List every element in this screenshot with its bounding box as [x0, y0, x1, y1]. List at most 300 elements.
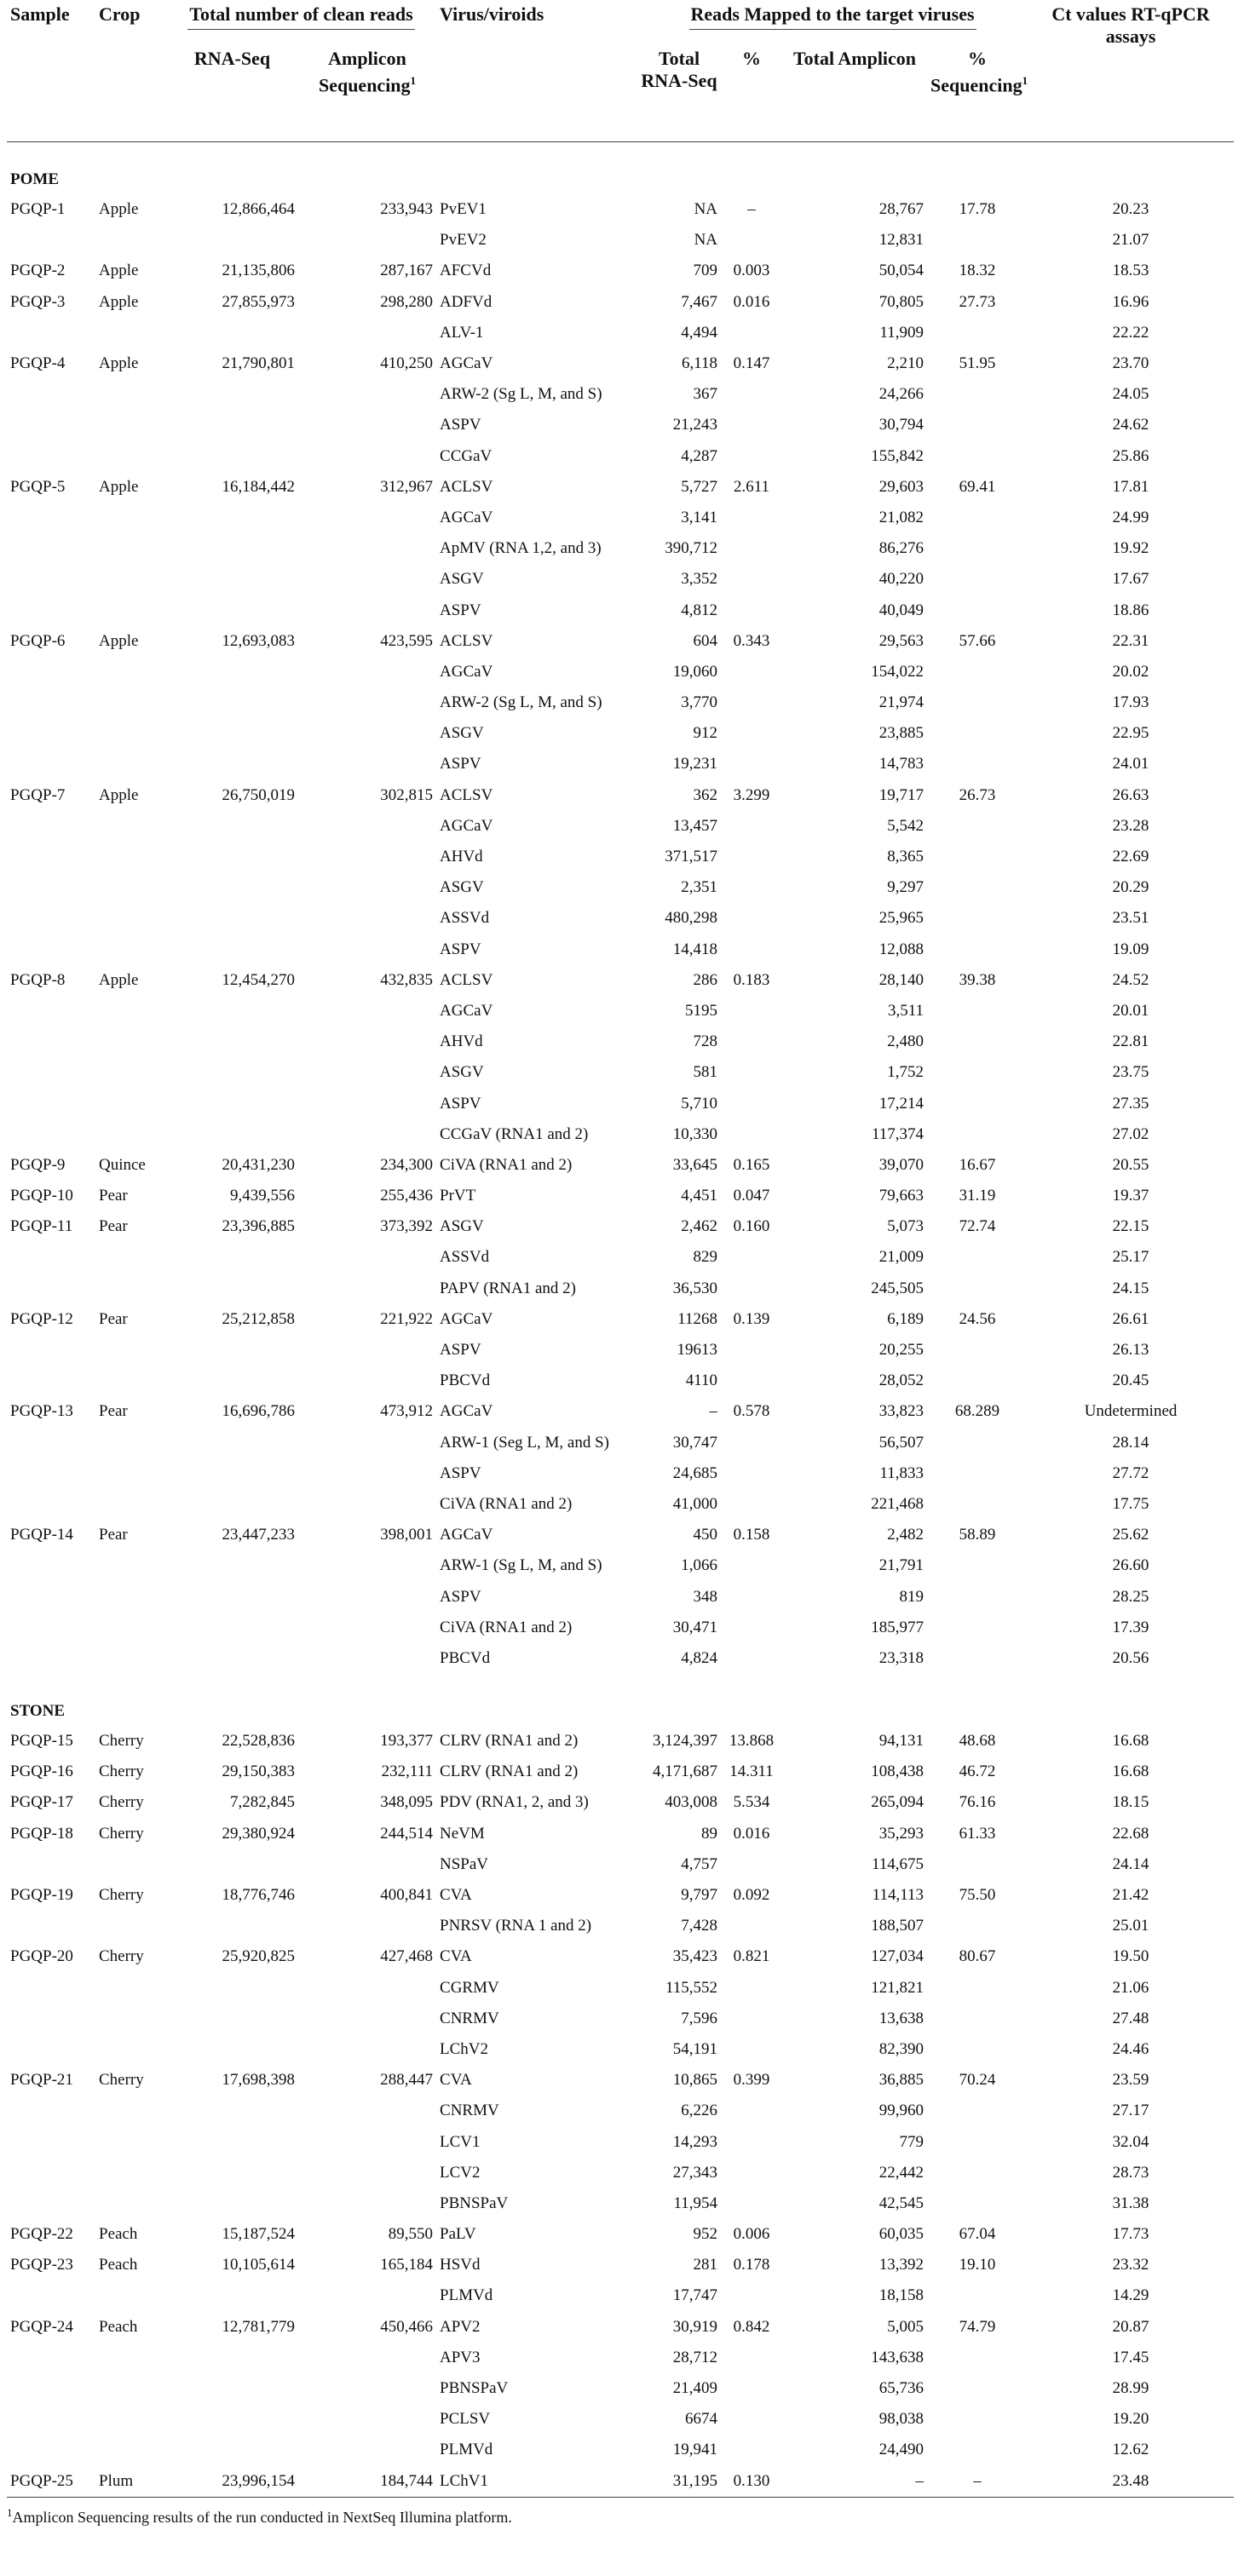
cell-pct-rnaseq: 0.160 — [733, 1217, 770, 1236]
cell-total-amplicon: – — [782, 2466, 927, 2498]
cell-total-amplicon: 265,094 — [871, 1793, 924, 1812]
cell-crop — [95, 1489, 166, 1520]
cell-amplicon-reads: 193,377 — [380, 1732, 434, 1751]
cell-ct-value: 21.07 — [1112, 231, 1149, 250]
cell-ct-value: 17.81 — [1112, 477, 1149, 496]
cell-pct-rnaseq: 0.842 — [733, 2317, 770, 2336]
cell-ct-value: 27.72 — [1112, 1463, 1149, 1482]
cell-rnaseq-reads — [166, 718, 298, 749]
cell-crop: Pear — [99, 1402, 128, 1421]
cell-rnaseq-reads: 12,781,779 — [222, 2317, 295, 2336]
table-row — [7, 1643, 1234, 1674]
cell-total-rnaseq: 362 — [693, 785, 718, 804]
cell-amplicon-reads — [298, 225, 436, 256]
cell-rnaseq-reads: 21,790,801 — [222, 354, 295, 373]
cell-pct-rnaseq: 0.158 — [733, 1526, 770, 1544]
cell-total-amplicon: 35,293 — [878, 1824, 924, 1843]
cell-total-amplicon: 2,482 — [887, 1526, 924, 1544]
cell-ct-value: 22.81 — [1112, 1032, 1149, 1051]
cell-crop: Cherry — [99, 1793, 144, 1812]
table-row — [7, 1911, 1234, 1941]
cell-ct-value: 20.56 — [1112, 1648, 1149, 1667]
cell-sample — [7, 1366, 95, 1396]
cell-rnaseq-reads — [166, 318, 298, 348]
cell-pct-rnaseq — [721, 225, 782, 256]
cell-total-rnaseq: 3,124,397 — [653, 1732, 718, 1751]
cell-rnaseq-reads: 23,396,885 — [222, 1217, 295, 1236]
cell-pct-rnaseq — [721, 1366, 782, 1396]
cell-rnaseq-reads — [166, 1973, 298, 2004]
cell-crop: Apple — [99, 262, 139, 280]
table-row — [7, 2343, 1234, 2373]
cell-total-rnaseq: 30,747 — [672, 1433, 718, 1452]
cell-total-amplicon: 40,049 — [878, 601, 924, 619]
cell-pct-amplicon: 16.67 — [959, 1155, 996, 1174]
table-row — [7, 2280, 1234, 2311]
cell-crop — [95, 1242, 166, 1273]
cell-sample — [7, 934, 95, 965]
cell-ct-value: 22.69 — [1112, 848, 1149, 866]
cell-virus: CLRV (RNA1 and 2) — [440, 1732, 579, 1751]
cell-amplicon-reads — [298, 1973, 436, 2004]
cell-virus: ASSVd — [440, 909, 490, 928]
cell-total-rnaseq: 11268 — [677, 1309, 718, 1328]
header-sample: Sample — [10, 3, 70, 25]
cell-virus: ARW-1 (Sg L, M, and S) — [440, 1556, 602, 1575]
cell-total-rnaseq: 4,171,687 — [653, 1762, 718, 1781]
cell-ct-value: 14.29 — [1112, 2286, 1149, 2305]
cell-virus: AHVd — [440, 1032, 483, 1051]
cell-total-amplicon: 221,468 — [871, 1494, 924, 1513]
cell-total-amplicon: 2,210 — [887, 354, 924, 373]
cell-ct-value: 20.29 — [1112, 878, 1149, 897]
cell-virus: ASPV — [440, 1341, 481, 1360]
cell-pct-rnaseq — [721, 2034, 782, 2065]
cell-pct-rnaseq: 0.139 — [733, 1309, 770, 1328]
cell-total-amplicon: 5,542 — [887, 816, 924, 835]
cell-pct-amplicon: 24.56 — [959, 1309, 996, 1328]
cell-virus: APV3 — [440, 2348, 481, 2366]
cell-pct-rnaseq — [721, 1911, 782, 1941]
cell-sample — [7, 2004, 95, 2034]
cell-amplicon-reads — [298, 996, 436, 1026]
cell-pct-amplicon: 19.10 — [959, 2256, 996, 2274]
cell-virus: ASGV — [440, 724, 484, 743]
cell-crop — [95, 2373, 166, 2404]
cell-pct-amplicon — [927, 2343, 1028, 2373]
cell-pct-rnaseq: 0.016 — [733, 292, 770, 311]
cell-ct-value: 28.25 — [1112, 1587, 1149, 1606]
cell-total-rnaseq: 19,941 — [672, 2441, 718, 2459]
cell-amplicon-reads: 221,922 — [380, 1309, 434, 1328]
table-row — [7, 1489, 1234, 1520]
cell-virus: ALV-1 — [440, 323, 484, 342]
cell-total-rnaseq: 28,712 — [672, 2348, 718, 2366]
cell-pct-amplicon — [927, 1849, 1028, 1880]
cell-ct-value: 22.15 — [1112, 1217, 1149, 1236]
table-body — [7, 142, 1234, 2498]
cell-sample — [7, 1057, 95, 1088]
cell-crop — [95, 1458, 166, 1489]
cell-crop: Peach — [99, 2225, 138, 2244]
cell-amplicon-reads — [298, 1643, 436, 1674]
cell-pct-amplicon: 76.16 — [959, 1793, 996, 1812]
cell-rnaseq-reads: 26,750,019 — [222, 785, 295, 804]
table-row — [7, 780, 1234, 811]
cell-pct-rnaseq — [721, 1274, 782, 1304]
cell-pct-rnaseq — [721, 2096, 782, 2126]
cell-sample: PGQP-8 — [10, 970, 66, 989]
cell-amplicon-reads — [298, 1613, 436, 1643]
table-page — [7, 0, 1234, 2527]
cell-crop: Apple — [99, 354, 139, 373]
cell-total-rnaseq: 709 — [693, 262, 718, 280]
cell-total-amplicon: 108,438 — [871, 1762, 924, 1781]
cell-virus: ASPV — [440, 601, 481, 619]
table-row — [7, 1550, 1234, 1581]
table-row — [7, 379, 1234, 410]
cell-sample — [7, 749, 95, 779]
cell-total-rnaseq: 30,919 — [672, 2317, 718, 2336]
cell-total-rnaseq: 14,293 — [672, 2132, 718, 2151]
cell-ct-value: 23.32 — [1112, 2256, 1149, 2274]
cell-pct-amplicon: 39.38 — [959, 970, 996, 989]
cell-pct-rnaseq — [721, 2404, 782, 2435]
cell-ct-value: 22.95 — [1112, 724, 1149, 743]
cell-total-amplicon: 155,842 — [871, 446, 924, 465]
cell-rnaseq-reads: 9,439,556 — [230, 1187, 295, 1205]
cell-pct-amplicon — [927, 872, 1028, 903]
cell-total-amplicon: 82,390 — [878, 2039, 924, 2058]
cell-total-amplicon: 21,974 — [878, 693, 924, 712]
cell-pct-rnaseq — [721, 996, 782, 1026]
cell-total-rnaseq: 5,710 — [681, 1094, 718, 1113]
cell-sample — [7, 1911, 95, 1941]
cell-pct-rnaseq — [721, 1428, 782, 1458]
cell-amplicon-reads — [298, 410, 436, 440]
cell-virus: PrVT — [440, 1187, 476, 1205]
cell-pct-amplicon — [927, 687, 1028, 718]
table-row — [7, 2435, 1234, 2465]
cell-crop: Apple — [99, 785, 139, 804]
table-row — [7, 2004, 1234, 2034]
cell-total-rnaseq: 11,954 — [673, 2194, 718, 2212]
cell-rnaseq-reads — [166, 811, 298, 842]
cell-rnaseq-reads — [166, 996, 298, 1026]
cell-pct-rnaseq — [721, 934, 782, 965]
cell-pct-rnaseq: 0.178 — [733, 2256, 770, 2274]
cell-ct-value: 25.17 — [1112, 1248, 1149, 1267]
cell-sample — [7, 657, 95, 687]
cell-pct-amplicon — [927, 410, 1028, 440]
cell-total-rnaseq: 2,351 — [681, 878, 718, 897]
cell-virus: ASPV — [440, 755, 481, 773]
cell-virus: PLMVd — [440, 2441, 493, 2459]
cell-ct-value: Undetermined — [1084, 1402, 1178, 1421]
cell-crop — [95, 503, 166, 533]
cell-virus: AHVd — [440, 848, 483, 866]
cell-ct-value: 24.14 — [1112, 1854, 1149, 1873]
header-total-clean-reads: Total number of clean reads — [166, 0, 436, 48]
cell-amplicon-reads — [298, 2373, 436, 2404]
cell-virus: CCGaV (RNA1 and 2) — [440, 1124, 589, 1143]
cell-crop — [95, 410, 166, 440]
cell-rnaseq-reads — [166, 2404, 298, 2435]
cell-pct-rnaseq — [721, 718, 782, 749]
cell-pct-amplicon — [927, 903, 1028, 934]
cell-virus: ASGV — [440, 878, 484, 897]
table-row — [7, 965, 1234, 996]
table-row — [7, 1581, 1234, 1612]
cell-pct-rnaseq — [721, 2343, 782, 2373]
footnote: $^1$Amplicon Sequencing results of the run conducted in NextSeq Illumina platform. — [7, 2505, 512, 2526]
cell-crop: Peach — [99, 2317, 138, 2336]
cell-amplicon-reads — [298, 1057, 436, 1088]
cell-amplicon-reads: 450,466 — [380, 2317, 434, 2336]
cell-crop — [95, 2188, 166, 2219]
cell-virus: ASPV — [440, 940, 481, 958]
cell-total-amplicon: 185,977 — [871, 1618, 924, 1636]
cell-crop — [95, 996, 166, 1026]
cell-crop: Apple — [99, 292, 139, 311]
cell-total-amplicon: 2,480 — [887, 1032, 924, 1051]
cell-amplicon-reads — [298, 1849, 436, 1880]
cell-amplicon-reads — [298, 1428, 436, 1458]
cell-virus: PvEV1 — [440, 200, 487, 219]
cell-total-amplicon: 40,220 — [878, 570, 924, 589]
cell-pct-amplicon — [927, 1581, 1028, 1612]
cell-rnaseq-reads: 27,855,973 — [222, 292, 295, 311]
cell-sample: PGQP-5 — [10, 477, 66, 496]
cell-sample — [7, 1643, 95, 1674]
cell-virus: ASGV — [440, 1063, 484, 1082]
cell-sample — [7, 595, 95, 625]
cell-amplicon-reads — [298, 2004, 436, 2034]
cell-pct-amplicon: 48.68 — [959, 1732, 996, 1751]
cell-total-rnaseq: 36,530 — [672, 1279, 718, 1297]
cell-sample: PGQP-20 — [10, 1947, 73, 1966]
cell-crop — [95, 2343, 166, 2373]
table-row — [7, 564, 1234, 595]
cell-ct-value: 26.61 — [1112, 1309, 1149, 1328]
cell-sample: PGQP-6 — [10, 631, 66, 650]
cell-crop — [95, 872, 166, 903]
cell-crop: Plum — [95, 2466, 166, 2498]
cell-pct-amplicon — [927, 595, 1028, 625]
cell-total-rnaseq: 4,757 — [681, 1854, 718, 1873]
cell-virus: PvEV2 — [440, 231, 487, 250]
cell-total-rnaseq: 5195 — [685, 1001, 718, 1020]
cell-total-rnaseq: 6,226 — [681, 2102, 718, 2120]
cell-ct-value: 27.02 — [1112, 1124, 1149, 1143]
cell-total-amplicon: 29,603 — [878, 477, 924, 496]
cell-total-amplicon: 20,255 — [878, 1341, 924, 1360]
cell-sample — [7, 1613, 95, 1643]
cell-virus: PBCVd — [440, 1648, 491, 1667]
cell-amplicon-reads — [298, 595, 436, 625]
cell-pct-rnaseq — [721, 1242, 782, 1273]
cell-total-amplicon: 22,442 — [878, 2163, 924, 2182]
cell-virus: AGCaV — [440, 662, 493, 681]
cell-crop — [95, 1335, 166, 1366]
cell-crop — [95, 2004, 166, 2034]
cell-crop — [95, 2435, 166, 2465]
cell-total-amplicon: 154,022 — [871, 662, 924, 681]
cell-ct-value: 24.15 — [1112, 1279, 1149, 1297]
cell-pct-rnaseq: 0.821 — [733, 1947, 770, 1966]
table-row — [7, 1726, 1234, 1757]
cell-sample — [7, 872, 95, 903]
table-row — [7, 1819, 1234, 1849]
cell-crop — [95, 903, 166, 934]
cell-rnaseq-reads — [166, 410, 298, 440]
cell-virus: AGCaV — [440, 354, 493, 373]
table-row — [7, 2188, 1234, 2219]
cell-ct-value: 18.15 — [1112, 1793, 1149, 1812]
cell-total-amplicon: 65,736 — [878, 2379, 924, 2398]
cell-virus: PaLV — [440, 2225, 476, 2244]
cell-virus: CLRV (RNA1 and 2) — [440, 1762, 579, 1781]
table-row — [7, 194, 1234, 225]
cell-sample — [7, 1458, 95, 1489]
cell-rnaseq-reads: 12,693,083 — [222, 631, 295, 650]
table-row — [7, 256, 1234, 286]
table-row — [7, 1613, 1234, 1643]
cell-virus: ASGV — [440, 570, 484, 589]
cell-amplicon-reads — [298, 903, 436, 934]
cell-pct-rnaseq: 3.299 — [733, 785, 770, 804]
cell-pct-amplicon: 46.72 — [959, 1762, 996, 1781]
cell-virus: NSPaV — [440, 1854, 489, 1873]
cell-total-rnaseq: 371,517 — [665, 848, 718, 866]
cell-crop — [95, 934, 166, 965]
cell-crop: Cherry — [99, 1824, 144, 1843]
cell-sample: PGQP-22 — [10, 2225, 73, 2244]
table-row — [7, 1026, 1234, 1057]
cell-amplicon-reads — [298, 1366, 436, 1396]
table-row — [7, 225, 1234, 256]
cell-crop — [95, 1613, 166, 1643]
table-row — [7, 1849, 1234, 1880]
cell-ct-value: 26.63 — [1112, 785, 1149, 804]
cell-rnaseq-reads — [166, 842, 298, 872]
cell-pct-amplicon — [927, 564, 1028, 595]
table-row — [7, 503, 1234, 533]
cell-pct-amplicon — [927, 2096, 1028, 2126]
cell-amplicon-reads — [298, 872, 436, 903]
cell-sample — [7, 1489, 95, 1520]
cell-pct-amplicon — [927, 1550, 1028, 1581]
cell-ct-value: 28.14 — [1112, 1433, 1149, 1452]
cell-total-rnaseq: 9,797 — [681, 1886, 718, 1905]
cell-total-rnaseq: 21,409 — [672, 2379, 718, 2398]
cell-total-amplicon: 13,638 — [878, 2009, 924, 2027]
cell-ct-value: 25.62 — [1112, 1526, 1149, 1544]
cell-ct-value: 23.28 — [1112, 816, 1149, 835]
cell-rnaseq-reads — [166, 2343, 298, 2373]
cell-crop: Cherry — [99, 1762, 144, 1781]
cell-total-rnaseq: 367 — [693, 385, 718, 404]
cell-sample: PGQP-10 — [10, 1187, 73, 1205]
cell-virus: CVA — [440, 1886, 472, 1905]
cell-sample: PGQP-17 — [10, 1793, 73, 1812]
cell-rnaseq-reads — [166, 687, 298, 718]
cell-ct-value: 28.73 — [1112, 2163, 1149, 2182]
cell-pct-amplicon: 70.24 — [959, 2071, 996, 2090]
header-rnaseq: RNA-Seq — [193, 48, 271, 69]
cell-ct-value: 27.35 — [1112, 1094, 1149, 1113]
cell-total-amplicon: 117,374 — [871, 1124, 924, 1143]
cell-total-rnaseq: 19613 — [677, 1341, 718, 1360]
cell-ct-value: 17.93 — [1112, 693, 1149, 712]
cell-total-rnaseq: 13,457 — [672, 816, 718, 835]
cell-total-amplicon: 23,318 — [878, 1648, 924, 1667]
cell-total-rnaseq: 3,352 — [681, 570, 718, 589]
section-header-row — [7, 1674, 1234, 1726]
cell-total-amplicon: 9,297 — [887, 878, 924, 897]
table-row — [7, 872, 1234, 903]
cell-total-rnaseq: 19,231 — [672, 755, 718, 773]
cell-crop — [95, 1274, 166, 1304]
cell-total-rnaseq: 24,685 — [672, 1463, 718, 1482]
cell-total-amplicon: 11,909 — [879, 323, 924, 342]
cell-crop — [95, 1849, 166, 1880]
cell-amplicon-reads: 473,912 — [380, 1402, 434, 1421]
cell-total-amplicon: 70,805 — [878, 292, 924, 311]
cell-pct-rnaseq — [721, 1119, 782, 1150]
cell-rnaseq-reads: 25,920,825 — [222, 1947, 295, 1966]
cell-total-rnaseq: 286 — [693, 970, 718, 989]
cell-amplicon-reads: 287,167 — [380, 262, 434, 280]
table-row — [7, 718, 1234, 749]
cell-total-rnaseq: NA — [694, 200, 718, 219]
cell-amplicon-reads: 233,943 — [380, 200, 434, 219]
cell-total-rnaseq: – — [709, 1402, 718, 1421]
cell-pct-amplicon: 17.78 — [959, 200, 996, 219]
cell-total-rnaseq: 3,770 — [681, 693, 718, 712]
cell-virus: LCV1 — [440, 2132, 481, 2151]
cell-sample: PGQP-14 — [10, 1526, 73, 1544]
cell-rnaseq-reads — [166, 1428, 298, 1458]
table-row — [7, 533, 1234, 564]
cell-rnaseq-reads — [166, 1119, 298, 1150]
cell-total-amplicon: 13,392 — [878, 2256, 924, 2274]
cell-rnaseq-reads — [166, 2158, 298, 2188]
cell-pct-amplicon — [927, 811, 1028, 842]
cell-virus: ARW-1 (Seg L, M, and S) — [440, 1433, 609, 1452]
cell-pct-rnaseq — [721, 2188, 782, 2219]
cell-pct-rnaseq — [721, 1849, 782, 1880]
cell-ct-value: 23.48 — [1028, 2466, 1234, 2498]
cell-pct-rnaseq — [721, 811, 782, 842]
cell-sample — [7, 718, 95, 749]
cell-total-amplicon: 86,276 — [878, 539, 924, 558]
cell-pct-amplicon — [927, 225, 1028, 256]
cell-sample — [7, 1088, 95, 1118]
cell-ct-value: 23.51 — [1112, 909, 1149, 928]
cell-pct-amplicon — [927, 441, 1028, 472]
cell-rnaseq-reads: 22,528,836 — [222, 1732, 295, 1751]
cell-total-amplicon: 21,009 — [878, 1248, 924, 1267]
cell-pct-amplicon — [927, 1643, 1028, 1674]
cell-rnaseq-reads: 17,698,398 — [222, 2071, 295, 2090]
table-row — [7, 1428, 1234, 1458]
cell-sample — [7, 379, 95, 410]
cell-ct-value: 24.46 — [1112, 2039, 1149, 2058]
cell-rnaseq-reads — [166, 2188, 298, 2219]
cell-sample — [7, 1242, 95, 1273]
cell-ct-value: 24.99 — [1112, 508, 1149, 526]
